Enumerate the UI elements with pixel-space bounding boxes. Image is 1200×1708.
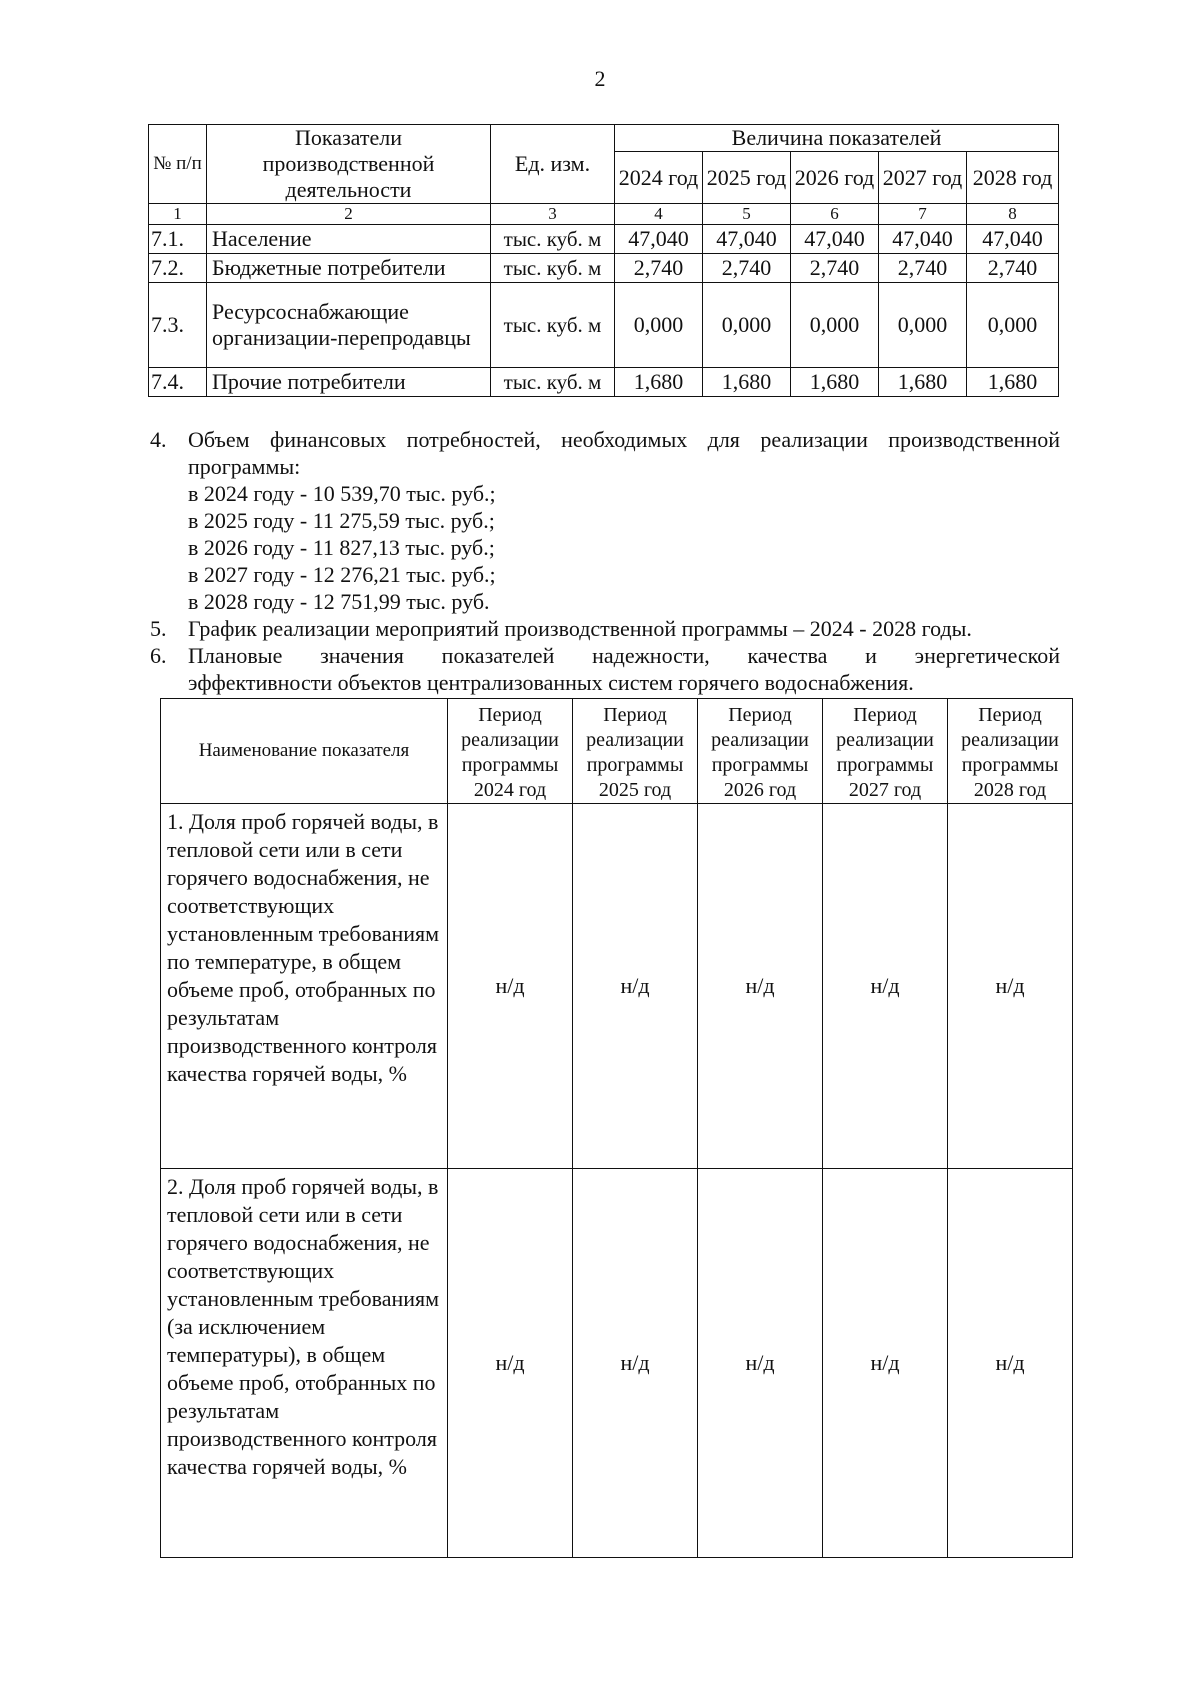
list-marker: 5.	[150, 616, 167, 641]
header-unit: Ед. изм.	[491, 125, 615, 204]
indicator-value: н/д	[948, 1169, 1073, 1558]
header-year: 2028 год	[967, 152, 1059, 204]
header-period: Период реализации программы 2024 год	[448, 699, 573, 804]
indicator-name: 2. Доля проб горячей воды, в тепловой сети или в сети горячего водоснабжения, не соответствующих установленным требованиям (за исключением температуры), в общем объеме проб, отобранных по результатам производственного контроля качества горячей воды, %	[161, 1169, 448, 1558]
financing-line: в 2027 году - 12 276,21 тыс. руб.;	[188, 562, 496, 587]
row-value: 2,740	[791, 254, 879, 283]
page-number: 2	[594, 66, 606, 91]
table-row	[149, 254, 1059, 283]
row-name: Ресурсоснабжающие организации-перепродавцы	[207, 283, 491, 368]
row-value: 1,680	[791, 368, 879, 397]
column-number: 4	[615, 204, 703, 225]
row-unit: тыс. куб. м	[491, 225, 615, 254]
header-num: № п/п	[149, 125, 207, 204]
indicator-value: н/д	[823, 804, 948, 1169]
row-unit: тыс. куб. м	[491, 368, 615, 397]
row-index: 7.3.	[149, 283, 207, 368]
production-indicators-table	[148, 124, 1059, 397]
row-value: 1,680	[703, 368, 791, 397]
header-year: 2026 год	[791, 152, 879, 204]
table-row	[161, 804, 1073, 1169]
row-value: 47,040	[879, 225, 967, 254]
row-index: 7.4.	[149, 368, 207, 397]
row-value: 2,740	[879, 254, 967, 283]
header-indicator-name: Наименование показателя	[161, 699, 448, 804]
column-number: 1	[149, 204, 207, 225]
row-index: 7.2.	[149, 254, 207, 283]
header-period: Период реализации программы 2025 год	[573, 699, 698, 804]
indicator-value: н/д	[448, 1169, 573, 1558]
row-name: Прочие потребители	[207, 368, 491, 397]
header-period: Период реализации программы 2028 год	[948, 699, 1073, 804]
row-value: 2,740	[615, 254, 703, 283]
list-item-text-continued: эффективности объектов централизованных систем горячего водоснабжения.	[188, 670, 914, 695]
row-value: 0,000	[967, 283, 1059, 368]
header-year: 2024 год	[615, 152, 703, 204]
financing-line: в 2026 году - 11 827,13 тыс. руб.;	[188, 535, 495, 560]
row-name: Население	[207, 225, 491, 254]
list-item-text: График реализации мероприятий производственной программы – 2024 - 2028 годы.	[188, 616, 972, 641]
row-value: 1,680	[615, 368, 703, 397]
header-year: 2025 год	[703, 152, 791, 204]
list-item-4	[150, 426, 1060, 480]
row-value: 1,680	[967, 368, 1059, 397]
numbered-list	[150, 426, 1060, 696]
indicator-value: н/д	[698, 804, 823, 1169]
row-value: 47,040	[615, 225, 703, 254]
row-value: 47,040	[791, 225, 879, 254]
reliability-indicators-table	[160, 698, 1073, 1558]
row-value: 47,040	[967, 225, 1059, 254]
row-value: 47,040	[703, 225, 791, 254]
list-item-6	[150, 642, 1060, 669]
row-value: 1,680	[879, 368, 967, 397]
row-value: 0,000	[791, 283, 879, 368]
header-period: Период реализации программы 2026 год	[698, 699, 823, 804]
list-item-text: Плановые значения показателей надежности, качества и энергетической	[188, 643, 1060, 668]
column-numbers-row	[149, 204, 1059, 225]
list-item-text: Объем финансовых потребностей, необходимых для реализации производственной программы:	[188, 427, 1060, 479]
financing-line: в 2028 году - 12 751,99 тыс. руб.	[188, 589, 490, 614]
table-row	[149, 283, 1059, 368]
column-number: 5	[703, 204, 791, 225]
row-value: 0,000	[879, 283, 967, 368]
list-marker: 4.	[150, 427, 167, 452]
indicator-value: н/д	[448, 804, 573, 1169]
indicator-value: н/д	[573, 1169, 698, 1558]
financing-line: в 2024 году - 10 539,70 тыс. руб.;	[188, 481, 496, 506]
indicator-value: н/д	[823, 1169, 948, 1558]
table-row	[149, 368, 1059, 397]
indicator-value: н/д	[948, 804, 1073, 1169]
header-period: Период реализации программы 2027 год	[823, 699, 948, 804]
column-number: 6	[791, 204, 879, 225]
indicator-value: н/д	[573, 804, 698, 1169]
row-value: 2,740	[703, 254, 791, 283]
financing-line: в 2025 году - 11 275,59 тыс. руб.;	[188, 508, 495, 533]
indicator-name: 1. Доля проб горячей воды, в тепловой сети или в сети горячего водоснабжения, не соответствующих установленным требованиям по температуре, в общем объеме проб, отобранных по результатам производственного контроля качества горячей воды, %	[161, 804, 448, 1169]
row-unit: тыс. куб. м	[491, 283, 615, 368]
row-value: 0,000	[703, 283, 791, 368]
column-number: 3	[491, 204, 615, 225]
row-unit: тыс. куб. м	[491, 254, 615, 283]
row-value: 0,000	[615, 283, 703, 368]
list-item-5	[150, 615, 1060, 642]
indicator-value: н/д	[698, 1169, 823, 1558]
list-marker: 6.	[150, 643, 167, 668]
row-index: 7.1.	[149, 225, 207, 254]
table-row	[161, 1169, 1073, 1558]
table-row	[149, 225, 1059, 254]
column-number: 8	[967, 204, 1059, 225]
row-name: Бюджетные потребители	[207, 254, 491, 283]
column-number: 7	[879, 204, 967, 225]
column-number: 2	[207, 204, 491, 225]
row-value: 2,740	[967, 254, 1059, 283]
header-year: 2027 год	[879, 152, 967, 204]
header-values-group: Величина показателей	[615, 125, 1059, 152]
header-indicator: Показатели производственной деятельности	[207, 125, 491, 204]
